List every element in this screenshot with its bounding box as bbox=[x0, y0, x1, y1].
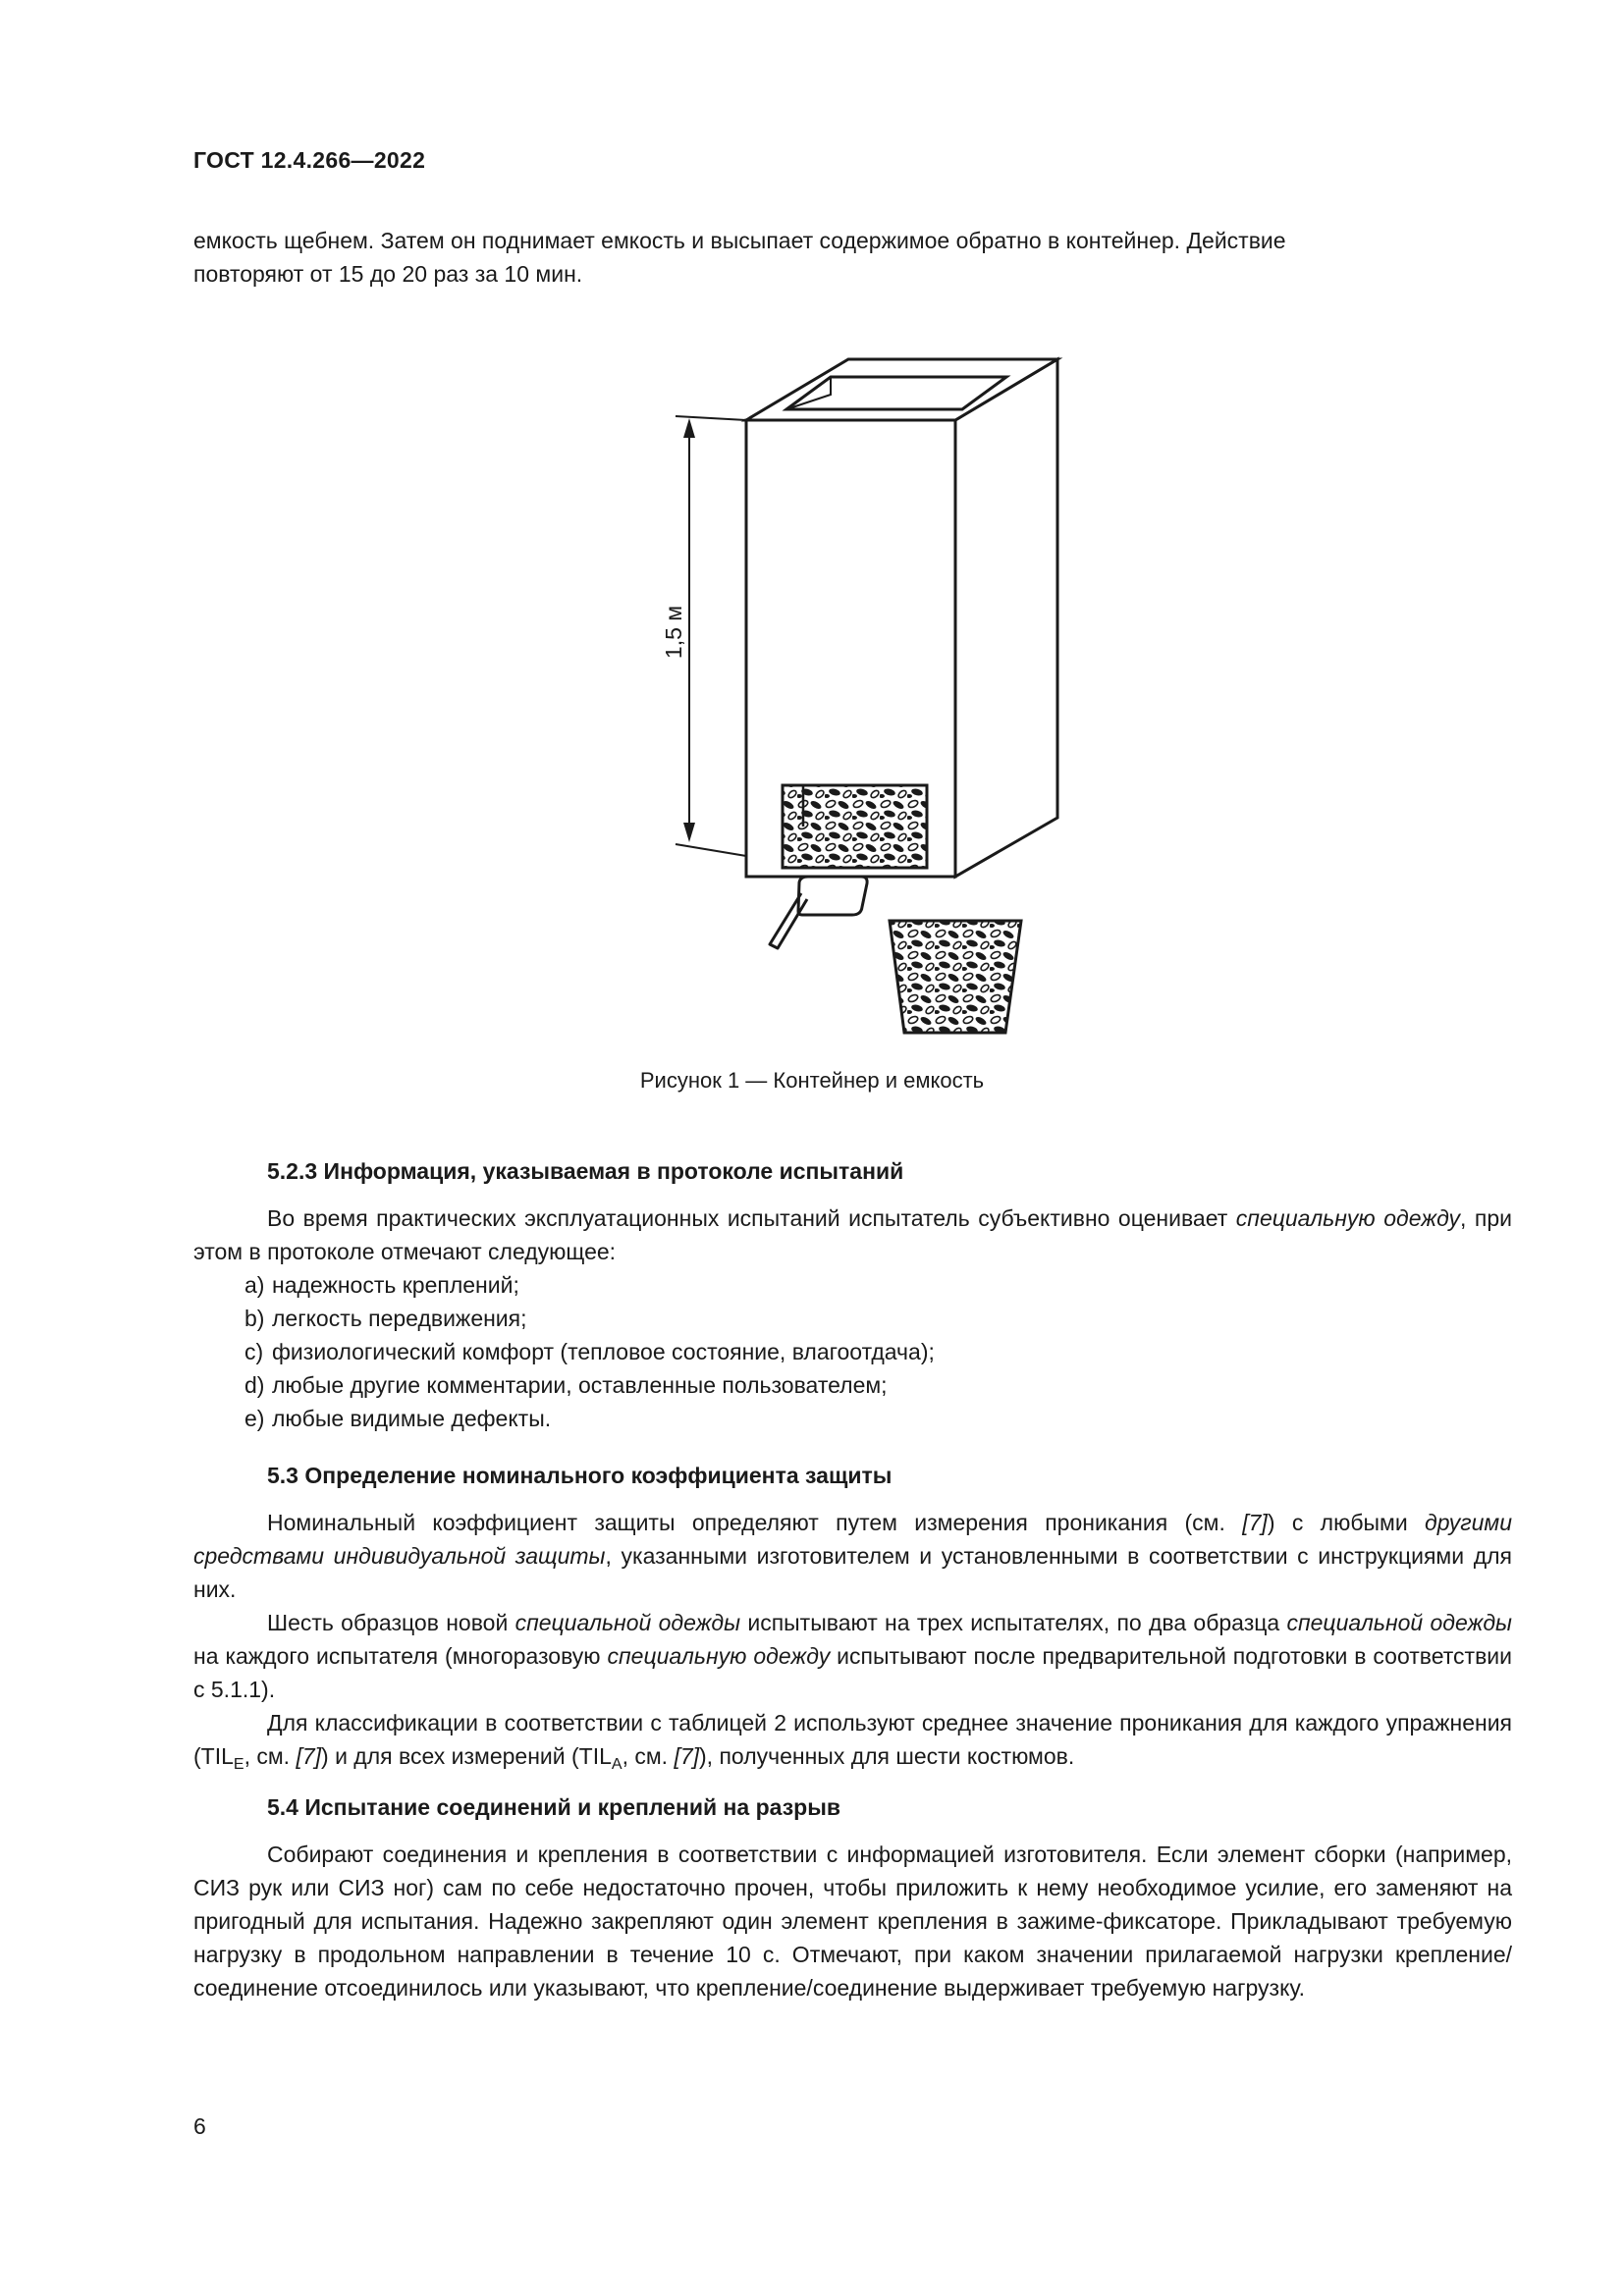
intro-line-2: повторяют от 15 до 20 раз за 10 мин. bbox=[193, 261, 583, 287]
intro-line-1: емкость щебнем. Затем он поднимает емкость и высыпает содержимое обратно в контейнер. Действие bbox=[193, 228, 1286, 253]
paragraph: Шесть образцов новой специальной одежды испытывают на трех испытателях, по два образца специальной одежды на каждого испытателя (многоразовую специальную одежду испытывают после предварительной подготовки в соответствии с 5.1.1). bbox=[193, 1610, 1512, 1702]
list-item: d) любые другие комментарии, оставленные пользователем; bbox=[244, 1372, 888, 1398]
list-item: c) физиологический комфорт (тепловое состояние, влагоотдача); bbox=[244, 1339, 935, 1364]
document-header: ГОСТ 12.4.266—2022 bbox=[193, 147, 426, 173]
section-5-2-3 bbox=[193, 1154, 1512, 1435]
paragraph: Во время практических эксплуатационных испытаний испытатель субъективно оценивает специальную одежду, при этом в протоколе отмечают следующее: bbox=[193, 1205, 1512, 1264]
gravel-opening bbox=[783, 785, 927, 868]
container-figure bbox=[628, 339, 1080, 1085]
scoop bbox=[770, 877, 867, 948]
section-heading-5-3: 5.3 Определение номинального коэффициента защиты bbox=[267, 1463, 893, 1488]
page-number: 6 bbox=[193, 2113, 206, 2139]
paragraph: Для классификации в соответствии с таблицей 2 используют среднее значение проникания для каждого упражнения ($TIL_E$, см. [7]) и для всех измерений ($TIL_A$, см. [7]), полученных для шести костюмов. bbox=[193, 1710, 1512, 1773]
intro-paragraph bbox=[193, 224, 1512, 291]
figure-caption: Рисунок 1 — Контейнер и емкость bbox=[639, 1068, 985, 1093]
evaluation-list bbox=[244, 1268, 1512, 1435]
section-5-3 bbox=[193, 1459, 1512, 1773]
section-5-4 bbox=[193, 1790, 1512, 2004]
section-heading-5-4: 5.4 Испытание соединений и креплений на разрыв bbox=[267, 1794, 840, 1820]
dimension-label: 1,5 м bbox=[661, 605, 687, 660]
paragraph: Собирают соединения и крепления в соответствии с информацией изготовителя. Если элемент сборки (например, СИЗ рук или СИЗ ног) сам по себе недостаточно прочен, чтобы приложить к нему необходимое усилие, его заменяют на пригодный для испытания. Надежно закрепляют один элемент крепления в зажиме-фиксаторе. Прикладывают требуемую нагрузку в продольном направлении в течение 10 с. Отмечают, при каком значении прилагаемой нагрузки крепление/соединение отсоединилось или указывают, что крепление/соединение выдерживает требуемую нагрузку. bbox=[193, 1842, 1512, 2001]
section-heading-5-2-3: 5.2.3 Информация, указываемая в протоколе испытаний bbox=[267, 1158, 904, 1184]
gravel-bucket bbox=[890, 921, 1021, 1033]
list-item: e) любые видимые дефекты. bbox=[244, 1406, 552, 1431]
list-item: a) надежность креплений; bbox=[244, 1272, 519, 1298]
paragraph: Номинальный коэффициент защиты определяют путем измерения проникания (см. [7]) с любыми другими средствами индивидуальной защиты, указанными изготовителем и установленными в соответствии с инструкциями для них. bbox=[193, 1510, 1512, 1602]
list-item: b) легкость передвижения; bbox=[244, 1306, 527, 1331]
